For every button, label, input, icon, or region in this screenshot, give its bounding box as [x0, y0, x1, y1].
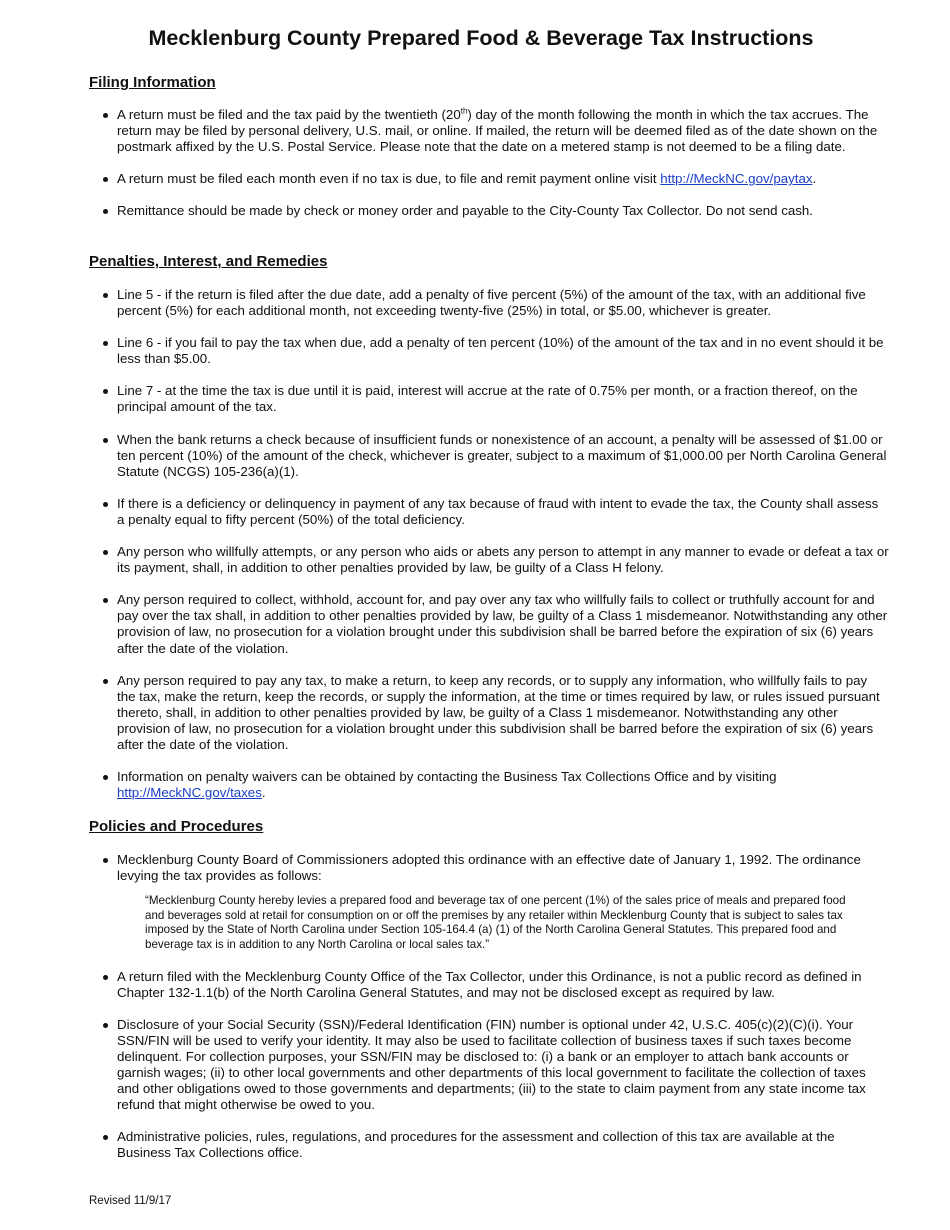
- item-text: When the bank returns a check because of insufficient funds or nonexistence of an account, a penalty will be assessed of $1.00 or ten percent (10%) of the amount of the check, whichever is greater, subject to a maximum of $1,000.00 per North Carolina General Statute (NCGS) 105-236(a)(1).: [117, 431, 887, 479]
- bullet-icon: [103, 858, 108, 863]
- item-text-after: .: [812, 171, 817, 187]
- bullet-icon: [103, 389, 108, 394]
- item-text: Any person required to pay any tax, to make a return, to keep any records, or to supply any information, who willfully fails to pay the tax, make the return, keep the records, or supply the information, at the time or times required by law, or rules issued pursuant thereto, shall, in addition to other penalties provided by law, be guilty of a Class 1 misdemeanor. Notwithstanding any other provision of law, no prosecution for a violation brought under this subdivision shall be barred before the expiration of six (6) years after the date of the violation.: [117, 672, 880, 752]
- item-text: A return filed with the Mecklenburg County Office of the Tax Collector, under this Ordinance, is not a public record as defined in Chapter 132-1.1(b) of the North Carolina General Statutes, and may not be disclosed except as required by law.: [117, 968, 862, 1000]
- paytax-link[interactable]: http://MeckNC.gov/paytax: [660, 171, 813, 187]
- ordinance-quote: “Mecklenburg County hereby levies a prepared food and beverage tax of one percent (1%) of the sales price of meals and prepared food and beverages sold at retail for consumption on or off the premises by any retailer within Mecklenburg County that is subject to sales tax imposed by the State of North Carolina under Section 105-164.4 (a) (1) of the North Carolina General Statutes. This prepared food and beverage tax is in addition to any North Carolina or local sales tax.”: [145, 894, 846, 951]
- penalties-list: [89, 287, 889, 817]
- bullet-icon: [103, 209, 108, 214]
- item-text-post: ) day of the month following the month in which the tax accrues. The return may be filed by personal delivery, U.S. mail, or online. If mailed, the return will be deemed filed as of the date shown on the postmark affixed by the U.S. Postal Service. Please note that the date on a metered stamp is not deemed to be a filing date.: [117, 107, 878, 155]
- list-item: [89, 287, 889, 319]
- list-item: [89, 432, 889, 480]
- bullet-icon: [103, 775, 108, 780]
- bullet-icon: [103, 341, 108, 346]
- list-item: [89, 592, 889, 656]
- item-text: Any person who willfully attempts, or any person who aids or abets any person to attempt in any manner to evade or defeat a tax or its payment, shall, in addition to other penalties provided by law, be guilty of a Class H felony.: [117, 544, 889, 576]
- list-item: [89, 969, 889, 1001]
- item-text: Disclosure of your Social Security (SSN)/Federal Identification (FIN) number is optional under 42, U.S.C. 405(c)(2)(C)(i). Your SSN/FIN will be used to verify your identity. It may also be used to facilitate collection of business taxes if such taxes become delinquent. For collection purposes, your SSN/FIN may be disclosed to: (i) a bank or an employer to attach bank accounts or garnish wages; (ii) to other local governments and other departments of this local government to facilitate the collection of taxes and other obligations owed to those governments and departments; (iii) to the state to claim payment from any state income tax refund that might otherwise be owed to you.: [117, 1016, 866, 1113]
- filing-list: [89, 107, 889, 235]
- bullet-icon: [103, 679, 108, 684]
- list-item: [89, 1129, 889, 1161]
- list-item: [89, 852, 889, 953]
- list-item: [89, 673, 889, 753]
- page-title: Mecklenburg County Prepared Food & Beverage Tax Instructions: [148, 26, 814, 50]
- bullet-icon: [103, 113, 108, 118]
- revision-date: Revised 11/9/17: [89, 1195, 172, 1207]
- item-text: Line 7 - at the time the tax is due until it is paid, interest will accrue at the rate of 0.75% per month, or a fraction thereof, on the principal amount of the tax.: [117, 383, 858, 415]
- item-text: Any person required to collect, withhold, account for, and pay over any tax who willfully fails to collect or truthfully account for and pay over the tax shall, in addition to other penalties provided by law, be guilty of a Class 1 misdemeanor. Notwithstanding any other provision of law, no prosecution for a violation brought under this subdivision shall be barred before the expiration of six (6) years after the date of the violation.: [117, 592, 888, 656]
- section-heading-filing: Filing Information: [89, 74, 216, 91]
- list-item: [89, 383, 889, 415]
- list-item: [89, 171, 889, 187]
- list-item: [89, 203, 889, 219]
- section-heading-penalties: Penalties, Interest, and Remedies: [89, 253, 328, 270]
- list-item: [89, 1017, 889, 1114]
- item-text-after: .: [261, 785, 266, 801]
- policies-list: [89, 852, 889, 1178]
- item-text: Remittance should be made by check or money order and payable to the City-County Tax Collector. Do not send cash.: [117, 203, 814, 219]
- list-item: [89, 107, 889, 155]
- list-item: [89, 335, 889, 367]
- item-text: Information on penalty waivers can be obtained by contacting the Business Tax Collections Office and by visiting: [117, 769, 777, 785]
- item-text: Administrative policies, rules, regulations, and procedures for the assessment and collection of this tax are available at the Business Tax Collections office.: [117, 1129, 835, 1161]
- list-item: [89, 769, 889, 801]
- list-item: [89, 544, 889, 576]
- taxes-link[interactable]: http://MeckNC.gov/taxes: [117, 785, 262, 801]
- item-text: If there is a deficiency or delinquency in payment of any tax because of fraud with intent to evade the tax, the County shall assess a penalty equal to fifty percent (50%) of the total deficiency.: [117, 495, 879, 527]
- item-text: A return must be filed each month even if no tax is due, to file and remit payment online visit: [117, 171, 661, 187]
- bullet-icon: [103, 1023, 108, 1028]
- item-text: Line 5 - if the return is filed after the due date, add a penalty of five percent (5%) of the amount of the tax, with an additional five percent (5%) for each additional month, not exceeding twenty-five (25%) in total, or $5.00, whichever is greater.: [117, 287, 866, 319]
- bullet-icon: [103, 598, 108, 603]
- item-text: Mecklenburg County Board of Commissioners adopted this ordinance with an effective date of January 1, 1992. The ordinance levying the tax provides as follows:: [117, 852, 861, 884]
- bullet-icon: [103, 438, 108, 443]
- bullet-icon: [103, 1135, 108, 1140]
- item-superscript: th: [460, 106, 468, 116]
- section-heading-policies: Policies and Procedures: [89, 818, 264, 835]
- list-item: [89, 496, 889, 528]
- bullet-icon: [103, 177, 108, 182]
- bullet-icon: [103, 293, 108, 298]
- item-text-pre: A return must be filed and the tax paid by the twentieth (20: [117, 107, 461, 122]
- bullet-icon: [103, 502, 108, 507]
- bullet-icon: [103, 550, 108, 555]
- bullet-icon: [103, 975, 108, 980]
- item-text: Line 6 - if you fail to pay the tax when due, add a penalty of ten percent (10%) of the amount of the tax and in no event should it be less than $5.00.: [117, 335, 884, 367]
